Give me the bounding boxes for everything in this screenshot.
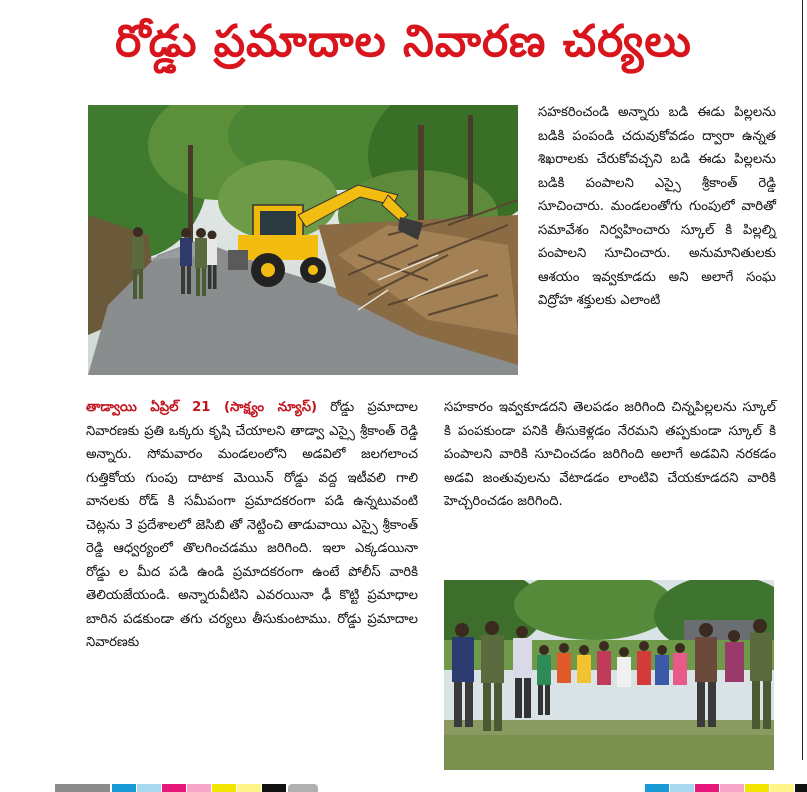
registration-bar-light-magenta-right	[720, 784, 744, 792]
registration-bar-black	[262, 784, 286, 792]
registration-bar-light-cyan	[137, 784, 161, 792]
dateline: తాడ్వాయి ఏప్రిల్ 21 (సాక్ష్యం న్యూస్)	[86, 400, 317, 415]
article-body-right-top: సహకరించండి అన్నారు బడి ఈడు పిల్లలను బడికి పంపండి చదువుకోవడం ద్వారా ఉన్నత శిఖరాలకు చేరుకోవచ్చని బడి ఈడు పిల్లలను బడికి పంపాలని ఎస్సై శ్రీకాంత్ రెడ్డి సూచించారు. మండలంతోగు గుంపులో వారితో సమావేశం నిర్వహించారు స్కూల్ కి పిల్లల్ని పంపాలని సూచించారు. అనుమానితులకు ఆశయం ఇవ్వకూడదు అని అలాగే సంఘ విద్రోహ శక్తులకు ఎలాంటి	[538, 105, 776, 308]
registration-bar-cyan-right	[645, 784, 669, 792]
registration-bar-light-yellow-right	[770, 784, 794, 792]
registration-bar-yellow	[212, 784, 236, 792]
registration-bar-magenta	[162, 784, 186, 792]
article-left-column	[86, 396, 418, 655]
registration-bar-light-gray	[288, 784, 318, 792]
registration-bar-yellow-right	[745, 784, 769, 792]
article-body-left-text: రోడ్డు ప్రమాదాల నివారణకు ప్రతి ఒక్కరు కృషి చేయాలని తాడ్వా ఎస్సై శ్రీకాంత్ రెడ్డి అన్నారు. సోమవారం మండలంలోని అడవిలో జలగలాంచ గుత్తికోయ గుంపు దాటాక మెయిన్ రోడ్డు వద్ద ఇటీవలి గాలి వానలకు రోడ్ కి సమీపంగా ప్రమాదకరంగా పడి ఉన్నటువంటి చెట్లను 3 ప్రదేశాలలో జెసిబి తో నెట్టించి తాడువాయి ఎస్సై శ్రీకాంత్ రెడ్డి ఆధ్వర్యంలో తొలగించడము జరిగింది. ఇలా ఎక్కడయినా రోడ్డు ల మీద పడి ఉండి ప్రమాదకరంగా ఉంటే పోలీస్ వారికి తెలియజేయండి. అన్నారువీటిని ఎవరయినా ఢీ కొట్టి ప్రమాధాల బారిన పడకుండా తగు చర్యలు తీసుకుంటాము. రోడ్డు ప్రమాదాల నివారణకు	[86, 400, 418, 650]
article-right-continuation	[444, 396, 776, 514]
registration-bar-light-yellow	[237, 784, 261, 792]
registration-bar-light-magenta	[187, 784, 211, 792]
registration-bar-gray	[55, 784, 110, 792]
article-right-column	[538, 101, 776, 313]
column-rule	[802, 0, 803, 760]
headline: రోడ్డు ప్రమాదాల నివారణ చర్యలు	[115, 16, 692, 67]
jcb-excavator-photo	[88, 105, 518, 375]
group-photo-police-and-villagers	[444, 580, 774, 770]
registration-bar-cyan	[112, 784, 136, 792]
registration-bar-light-cyan-right	[670, 784, 694, 792]
article-body-right-bottom: సహకారం ఇవ్వకూడదని తెలపడం జరిగింది చిన్నపిల్లలను స్కూల్ కి పంపకుండా పనికి తీసుకెళ్లడం నేరమని తప్పకుండా స్కూల్ కి పంపాలని వారికి సూచించడం జరిగింది అలాగే అడవిని నరకడం అడవి జంతువులను వేటాడడం లాంటివి చేయకూడదని వారికి హెచ్చరించడం జరిగింది.	[444, 400, 776, 509]
registration-bar-magenta-right	[695, 784, 719, 792]
group-photo	[444, 580, 774, 770]
article-body-left	[86, 396, 418, 655]
registration-bar-black-right	[795, 784, 807, 792]
jcb-excavator-clearing-fallen-trees-photo	[88, 105, 518, 375]
